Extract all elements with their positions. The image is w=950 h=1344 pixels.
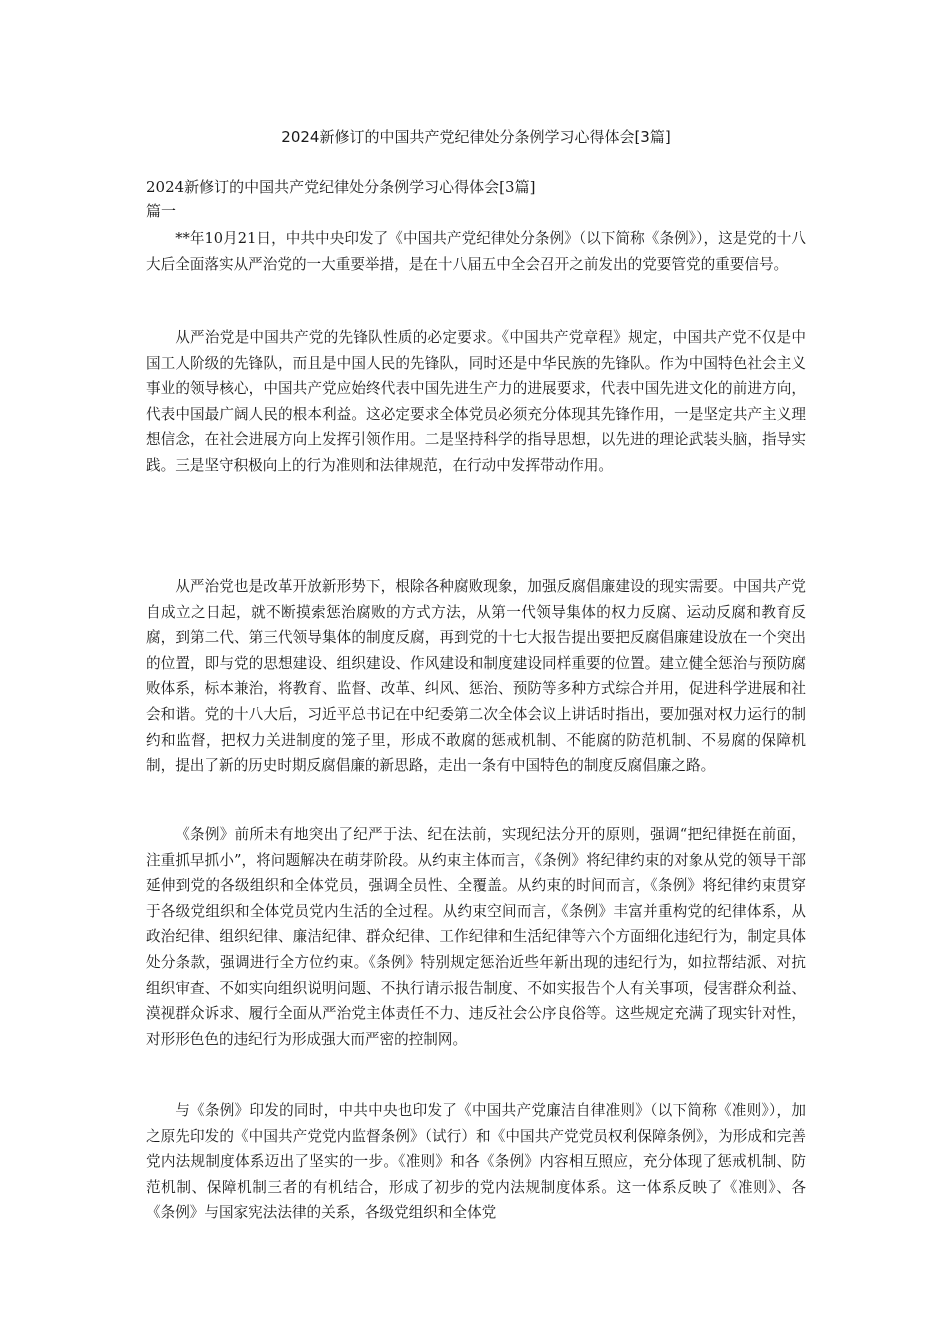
paragraph-3: 从严治党也是改革开放新形势下，根除各种腐败现象，加强反腐倡廉建设的现实需要。中国共产党自成立之日起，就不断摸索惩治腐败的方式方法，从第一代领导集体的权力反腐、运动反腐和教育反腐，到第二代、第三代领导集体的制度反腐，再到党的十七大报告提出要把反腐倡廉建设放在一个突出的位置，即与党的思想建设、组织建设、作风建设和制度建设同样重要的位置。建立健全惩治与预防腐败体系，标本兼治，将教育、监督、改革、纠风、惩治、预防等多种方式综合并用，促进科学进展和社会和谐。党的十八大后，习近平总书记在中纪委第二次全体会议上讲话时指出，要加强对权力运行的制约和监督，把权力关进制度的笼子里，形成不敢腐的惩戒机制、不能腐的防范机制、不易腐的保障机制，提出了新的历史时期反腐倡廉的新思路，走出一条有中国特色的制度反腐倡廉之路。 — [146, 578, 806, 775]
document-title: 2024新修订的中国共产党纪律处分条例学习心得体会[3篇] — [281, 128, 671, 146]
paragraph-5: 与《条例》印发的同时，中共中央也印发了《中国共产党廉洁自律准则》（以下简称《准则》），加之原先印发的《中国共产党党内监督条例》（试行）和《中国共产党党员权利保障条例》，为形成和完善党内法规制度体系迈出了坚实的一步。《准则》和各《条例》内容相互照应，充分体现了惩戒机制、防范机制、保障机制三者的有机结合，形成了初步的党内法规制度体系。这一体系反映了《准则》、各《条例》与国家宪法法律的关系，各级党组织和全体党 — [146, 1102, 806, 1222]
document-subtitle: 2024新修订的中国共产党纪律处分条例学习心得体会[3篇] — [146, 178, 536, 196]
section-label: 篇一 — [146, 202, 177, 220]
paragraph-4: 《条例》前所未有地突出了纪严于法、纪在法前，实现纪法分开的原则，强调“把纪律挺在前面，注重抓早抓小”，将问题解决在萌芽阶段。从约束主体而言，《条例》将纪律约束的对象从党的领导干部延伸到党的各级组织和全体党员，强调全员性、全覆盖。从约束的时间而言，《条例》将纪律约束贯穿于各级党组织和全体党员党内生活的全过程。从约束空间而言，《条例》丰富并重构党的纪律体系，从政治纪律、组织纪律、廉洁纪律、群众纪律、工作纪律和生活纪律等六个方面细化违纪行为，制定具体处分条款，强调进行全方位约束。《条例》特别规定惩治近些年新出现的违纪行为，如拉帮结派、对抗组织审查、不如实向组织说明问题、不执行请示报告制度、不如实报告个人有关事项，侵害群众利益、漠视群众诉求、履行全面从严治党主体责任不力、违反社会公序良俗等。这些规定充满了现实针对性，对形形色色的违纪行为形成强大而严密的控制网。 — [146, 826, 806, 1048]
paragraph-1: **年10月21日，中共中央印发了《中国共产党纪律处分条例》（以下简称《条例》），这是党的十八大后全面落实从严治党的一大重要举措，是在十八届五中全会召开之前发出的党要管党的重要信号。 — [146, 230, 806, 273]
paragraph-2: 从严治党是中国共产党的先锋队性质的必定要求。《中国共产党章程》规定，中国共产党不仅是中国工人阶级的先锋队，而且是中国人民的先锋队，同时还是中华民族的先锋队。作为中国特色社会主义事业的领导核心，中国共产党应始终代表中国先进生产力的进展要求，代表中国先进文化的前进方向，代表中国最广阔人民的根本利益。这必定要求全体党员必须充分体现其先锋作用，一是坚定共产主义理想信念，在社会进展方向上发挥引领作用。二是坚持科学的指导思想，以先进的理论武装头脑，指导实践。三是坚守积极向上的行为准则和法律规范，在行动中发挥带动作用。 — [146, 329, 806, 474]
